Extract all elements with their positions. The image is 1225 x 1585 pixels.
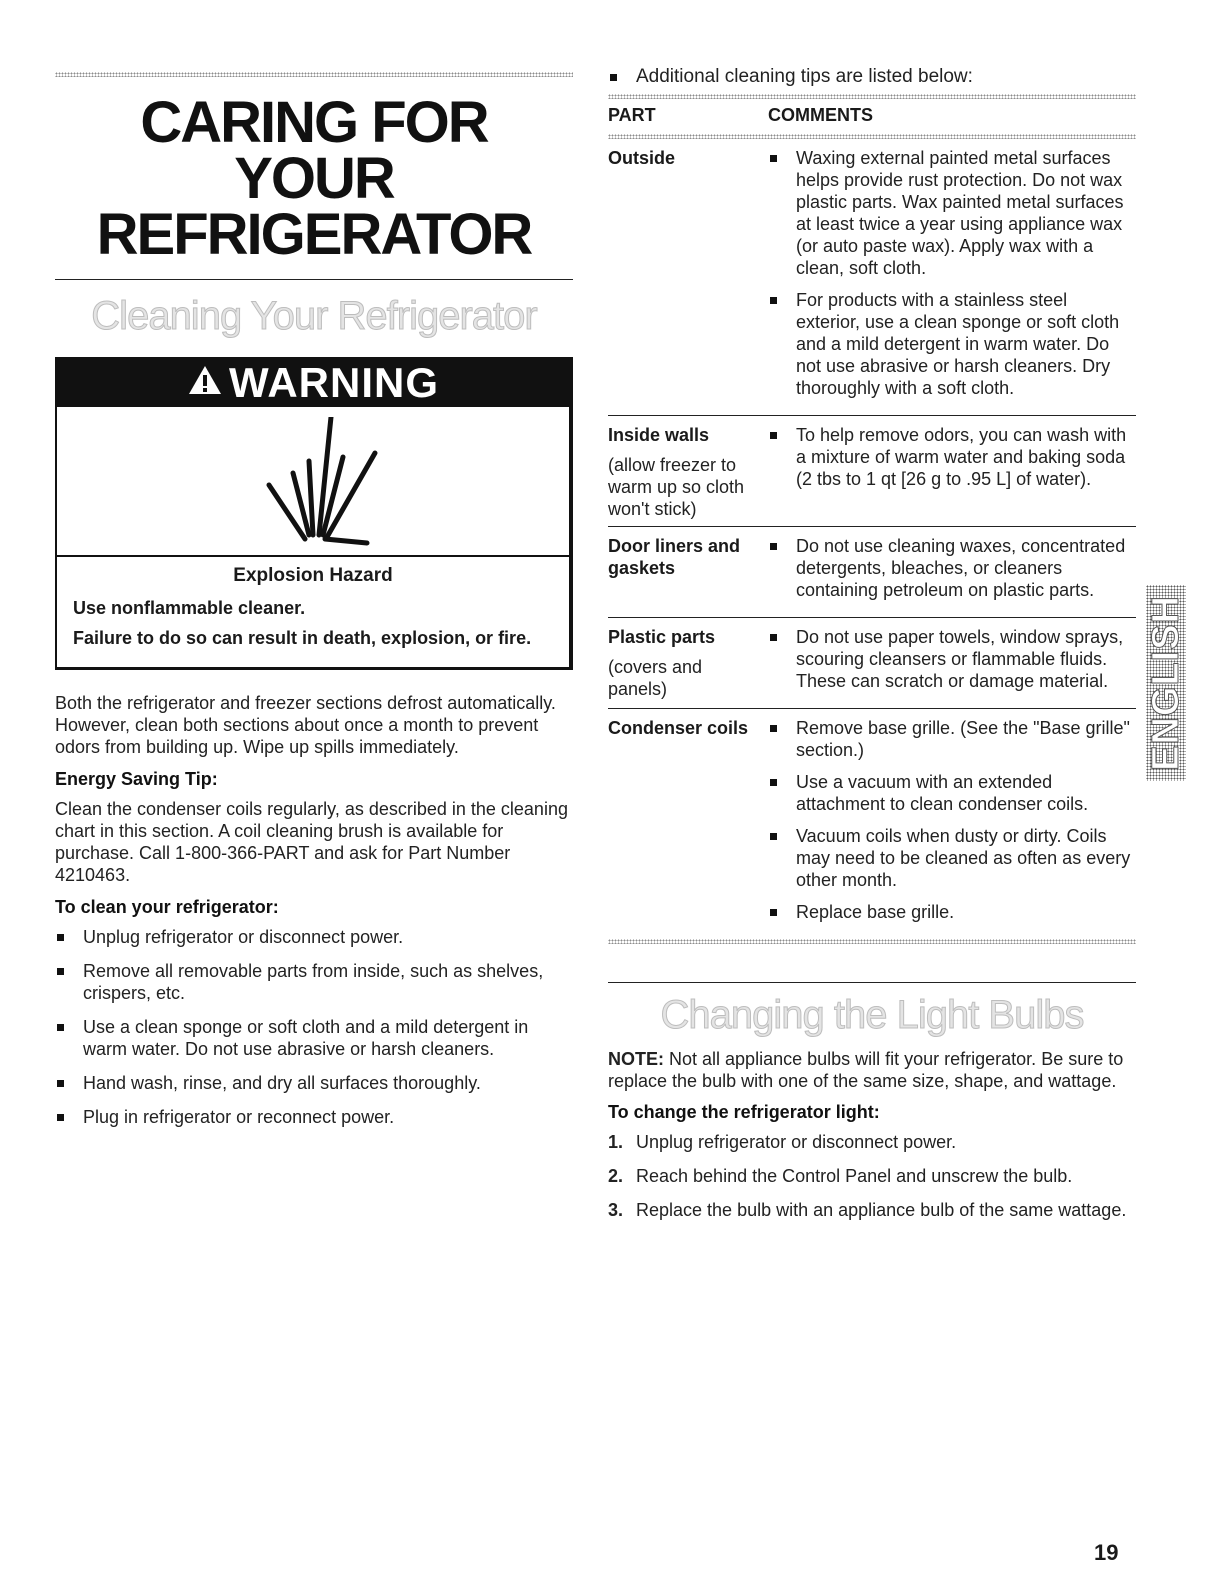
table-row bbox=[608, 415, 1136, 526]
list-item bbox=[608, 1165, 1136, 1187]
title-divider bbox=[55, 279, 573, 280]
table-header bbox=[608, 99, 1136, 134]
warning-instruction: Use nonflammable cleaner. bbox=[73, 598, 306, 618]
note-text: Not all appliance bulbs will fit your refrigerator. Be sure to replace the bulb with one of the same size, shape, and wattage. bbox=[608, 1049, 1124, 1091]
list-item: Plug in refrigerator or reconnect power. bbox=[55, 1106, 573, 1128]
list-item: Replace base grille. bbox=[768, 901, 1136, 923]
list-item: Remove base grille. (See the "Base grille" section.) bbox=[768, 717, 1136, 761]
section-heading-light-bulbs: Changing the Light Bulbs bbox=[660, 993, 1084, 1037]
warning-triangle-icon bbox=[187, 358, 223, 406]
warning-box bbox=[55, 357, 573, 670]
defrost-paragraph: Both the refrigerator and freezer sections defrost automatically. However, clean both sections about once a month to prevent odors from building up. Wipe up spills immediately. bbox=[55, 693, 556, 757]
hazard-title: Explosion Hazard bbox=[233, 565, 393, 586]
language-tab bbox=[1146, 585, 1186, 781]
language-tab-label: ENGLISH bbox=[1144, 595, 1187, 771]
header-comments: COMMENTS bbox=[768, 105, 873, 125]
list-item: Hand wash, rinse, and dry all surfaces thoroughly. bbox=[55, 1072, 573, 1094]
table-intro: Additional cleaning tips are listed below: bbox=[608, 66, 1136, 88]
left-body bbox=[55, 692, 573, 1128]
section-heading-cleaning: Cleaning Your Refrigerator bbox=[91, 294, 537, 338]
step-text: Replace the bulb with an appliance bulb of the same wattage. bbox=[636, 1200, 1127, 1220]
part-note: (allow freezer to warm up so cloth won't stick) bbox=[608, 455, 745, 519]
note-label: NOTE: bbox=[608, 1049, 664, 1069]
list-item: Do not use cleaning waxes, concentrated detergents, bleaches, or cleaners containing petroleum on plastic parts. bbox=[768, 535, 1136, 601]
step-text: Reach behind the Control Panel and unscrew the bulb. bbox=[636, 1166, 1073, 1186]
step-number: 3. bbox=[608, 1200, 624, 1220]
header-part: PART bbox=[608, 105, 656, 125]
explosion-hazard-image bbox=[57, 407, 569, 557]
left-column bbox=[55, 72, 573, 1140]
step-number: 2. bbox=[608, 1166, 624, 1186]
note-paragraph bbox=[608, 1048, 1136, 1092]
cleaning-table bbox=[608, 139, 1136, 939]
list-item: Use a vacuum with an extended attachment to clean condenser coils. bbox=[768, 771, 1136, 815]
list-item: Waxing external painted metal surfaces helps provide rust protection. Do not wax plastic parts. Wax painted metal surfaces at least twice a year using appliance wax (or auto paste wax). Apply wax with a clean, soft cloth. bbox=[768, 147, 1136, 279]
page-number: 19 bbox=[1094, 1540, 1119, 1565]
part-name: Door liners and gaskets bbox=[608, 536, 741, 578]
part-name: Inside walls bbox=[608, 425, 710, 445]
list-item: To help remove odors, you can wash with a mixture of warm water and baking soda (2 tbs to 1 qt [26 g to .95 L] of water). bbox=[768, 424, 1136, 490]
change-light-heading: To change the refrigerator light: bbox=[608, 1102, 880, 1122]
list-item: Do not use paper towels, window sprays, scouring cleansers or flammable fluids. These can scratch or damage material. bbox=[768, 626, 1136, 692]
table-bottom-dotted-rule bbox=[608, 939, 1136, 944]
step-number: 1. bbox=[608, 1132, 624, 1152]
page-title bbox=[55, 90, 573, 267]
light-steps-list bbox=[608, 1131, 1136, 1221]
clean-steps-list bbox=[55, 926, 573, 1128]
page-title-line-2: REFRIGERATOR bbox=[96, 202, 532, 267]
part-note: (covers and panels) bbox=[608, 657, 703, 699]
right-column bbox=[608, 66, 1136, 1233]
warning-text bbox=[57, 557, 569, 667]
list-item: For products with a stainless steel exterior, use a clean sponge or soft cloth and a mild detergent in warm water. Do not use abrasive or harsh cleaners. Dry thoroughly with a soft cloth. bbox=[768, 289, 1136, 399]
warning-header bbox=[57, 359, 569, 407]
explosion-icon bbox=[247, 417, 387, 547]
list-item bbox=[608, 1199, 1136, 1221]
table-row bbox=[608, 139, 1136, 415]
section2-divider bbox=[608, 982, 1136, 983]
warning-label: WARNING bbox=[229, 359, 439, 406]
warning-consequence: Failure to do so can result in death, explosion, or fire. bbox=[73, 628, 532, 648]
list-item: Remove all removable parts from inside, such as shelves, crispers, etc. bbox=[55, 960, 573, 1004]
step-text: Unplug refrigerator or disconnect power. bbox=[636, 1132, 957, 1152]
clean-heading: To clean your refrigerator: bbox=[55, 897, 279, 917]
table-row bbox=[608, 526, 1136, 617]
list-item: Use a clean sponge or soft cloth and a mild detergent in warm water. Do not use abrasive or harsh cleaners. bbox=[55, 1016, 573, 1060]
list-item: Unplug refrigerator or disconnect power. bbox=[55, 926, 573, 948]
table-row bbox=[608, 708, 1136, 939]
page-title-line-1: CARING FOR YOUR bbox=[140, 90, 488, 211]
energy-tip-paragraph: Clean the condenser coils regularly, as described in the cleaning chart in this section. A coil cleaning brush is available for purchase. Call 1-800-366-PART and ask for Part Number 4210463. bbox=[55, 799, 568, 885]
energy-tip-heading: Energy Saving Tip: bbox=[55, 769, 218, 789]
part-name: Plastic parts bbox=[608, 627, 716, 647]
list-item bbox=[608, 1131, 1136, 1153]
part-name: Condenser coils bbox=[608, 718, 749, 738]
list-item: Vacuum coils when dusty or dirty. Coils may need to be cleaned as often as every other month. bbox=[768, 825, 1136, 891]
top-dotted-rule bbox=[55, 72, 573, 77]
table-row bbox=[608, 617, 1136, 708]
part-name: Outside bbox=[608, 148, 676, 168]
